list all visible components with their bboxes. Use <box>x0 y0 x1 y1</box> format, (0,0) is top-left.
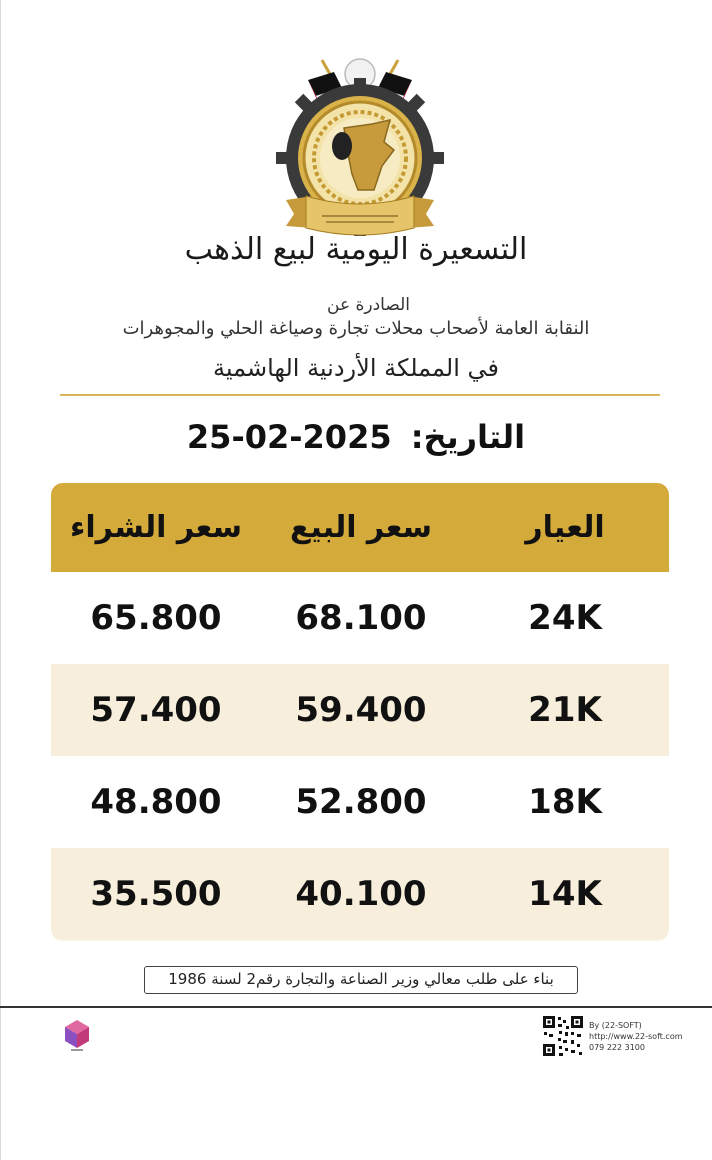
table-row <box>51 664 669 756</box>
gold-divider <box>60 394 660 396</box>
developer-credit <box>589 1020 683 1053</box>
date-value: 25-02-2025 <box>186 418 392 456</box>
buy-price-cell: 65.800 <box>90 598 222 638</box>
header-sell-price: سعر البيع <box>289 510 433 545</box>
karat-cell: 18K <box>528 782 602 822</box>
table-row <box>51 848 669 940</box>
buy-price-cell: 57.400 <box>90 690 222 730</box>
union-name: النقابة العامة لأصحاب محلات تجارة وصياغة الحلي والمجوهرات <box>122 318 590 339</box>
sell-price-cell: 40.100 <box>295 874 427 914</box>
issued-by-label: الصادرة عن <box>327 295 410 315</box>
table-row <box>51 756 669 848</box>
karat-cell: 24K <box>528 598 602 638</box>
table-header <box>51 483 669 572</box>
buy-price-cell: 35.500 <box>90 874 222 914</box>
qr-code-icon <box>541 1014 585 1058</box>
date-label: التاريخ: <box>410 418 526 456</box>
ministerial-note: بناء على طلب معالي وزير الصناعة والتجارة رقم2 لسنة 1986 <box>144 966 578 994</box>
header-buy-price: سعر الشراء <box>70 510 242 545</box>
kingdom-name: في المملكة الأردنية الهاشمية <box>212 354 500 382</box>
karat-cell: 14K <box>528 874 602 914</box>
credit-phone: 079 222 3100 <box>589 1043 645 1052</box>
footer-divider <box>0 1006 712 1008</box>
karat-cell: 21K <box>528 690 602 730</box>
credit-website: http://www.22-soft.com <box>589 1032 683 1041</box>
header-karat: العيار <box>525 510 605 545</box>
sell-price-cell: 68.100 <box>295 598 427 638</box>
page-title: التسعيرة اليومية لبيع الذهب <box>184 232 528 267</box>
cube-logo-icon <box>62 1018 92 1052</box>
table-row <box>51 572 669 664</box>
date-line <box>0 418 712 456</box>
buy-price-cell: 48.800 <box>90 782 222 822</box>
page-edge <box>0 0 1 1160</box>
union-emblem-logo <box>272 50 448 240</box>
sell-price-cell: 59.400 <box>295 690 427 730</box>
price-table <box>51 483 669 941</box>
sell-price-cell: 52.800 <box>295 782 427 822</box>
credit-company: By (22-SOFT) <box>589 1021 642 1030</box>
